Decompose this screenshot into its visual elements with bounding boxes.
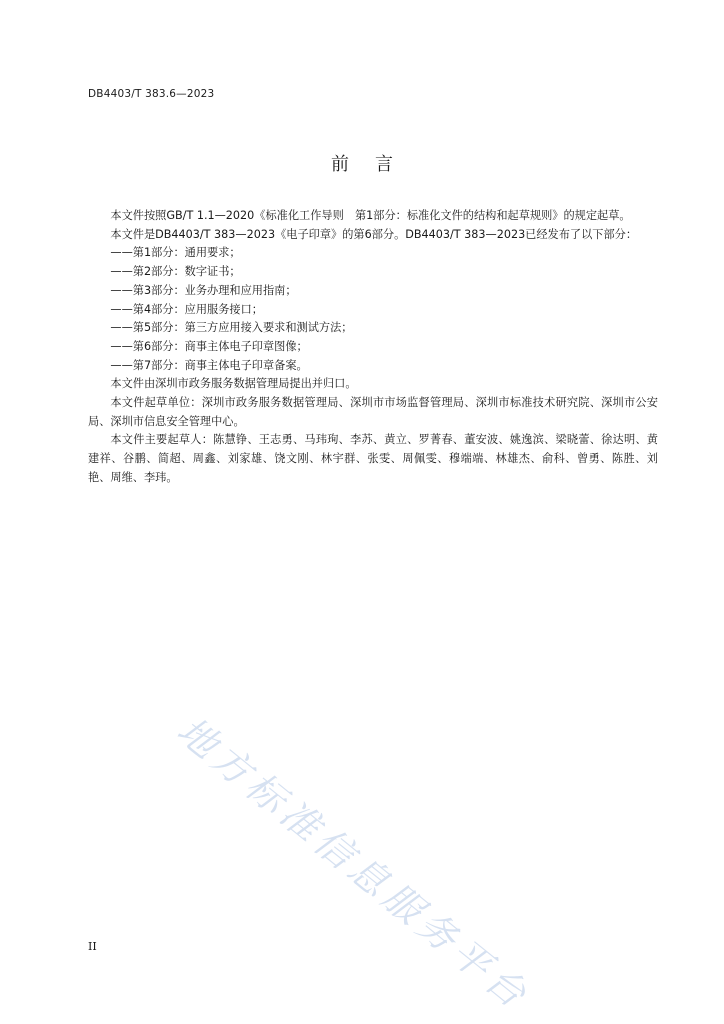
intro-paragraph: 本文件按照GB/T 1.1—2020《标准化工作导则 第1部分：标准化文件的结构和起草规则》的规定起草。 [110,209,631,222]
list-item: ——第7部分：商事主体电子印章备案。 [110,358,308,372]
list-item: ——第1部分：通用要求； [110,246,241,260]
drafters-paragraph: 本文件主要起草人：陈慧铮、王志勇、马玮珣、李苏、黄立、罗菁春、董安波、姚逸滨、梁晓蕾、徐达明、黄建祥、谷鹏、简超、周鑫、刘家雄、饶文刚、林宇群、张雯、周佩雯、穆端端、林雄杰、俞科、曾勇、陈胜、刘艳、周维、李玮。 [88,433,658,484]
watermark-text: 地方标准信息服务平台 [168,708,539,1020]
drafting-units-paragraph: 本文件起草单位：深圳市政务服务数据管理局、深圳市市场监督管理局、深圳市标准技术研究院、深圳市公安局、深圳市信息安全管理中心。 [88,396,658,428]
list-item: ——第5部分：第三方应用接入要求和测试方法； [110,321,353,335]
list-item: ——第6部分：商事主体电子印章图像； [110,339,308,353]
page-title: 前言 [331,154,419,175]
proposer-paragraph: 本文件由深圳市政务服务数据管理局提出并归口。 [110,377,357,391]
part-of-paragraph: 本文件是DB4403/T 383—2023《电子印章》的第6部分。DB4403/T 383—2023已经发布了以下部分： [110,227,638,241]
document-body [88,207,658,488]
list-item: ——第3部分：业务办理和应用指南； [110,283,297,297]
list-item: ——第2部分：数字证书； [110,265,241,279]
document-code: DB4403/T 383.6—2023 [88,88,215,100]
page-number: II [88,940,97,953]
list-item: ——第4部分：应用服务接口； [110,302,263,316]
